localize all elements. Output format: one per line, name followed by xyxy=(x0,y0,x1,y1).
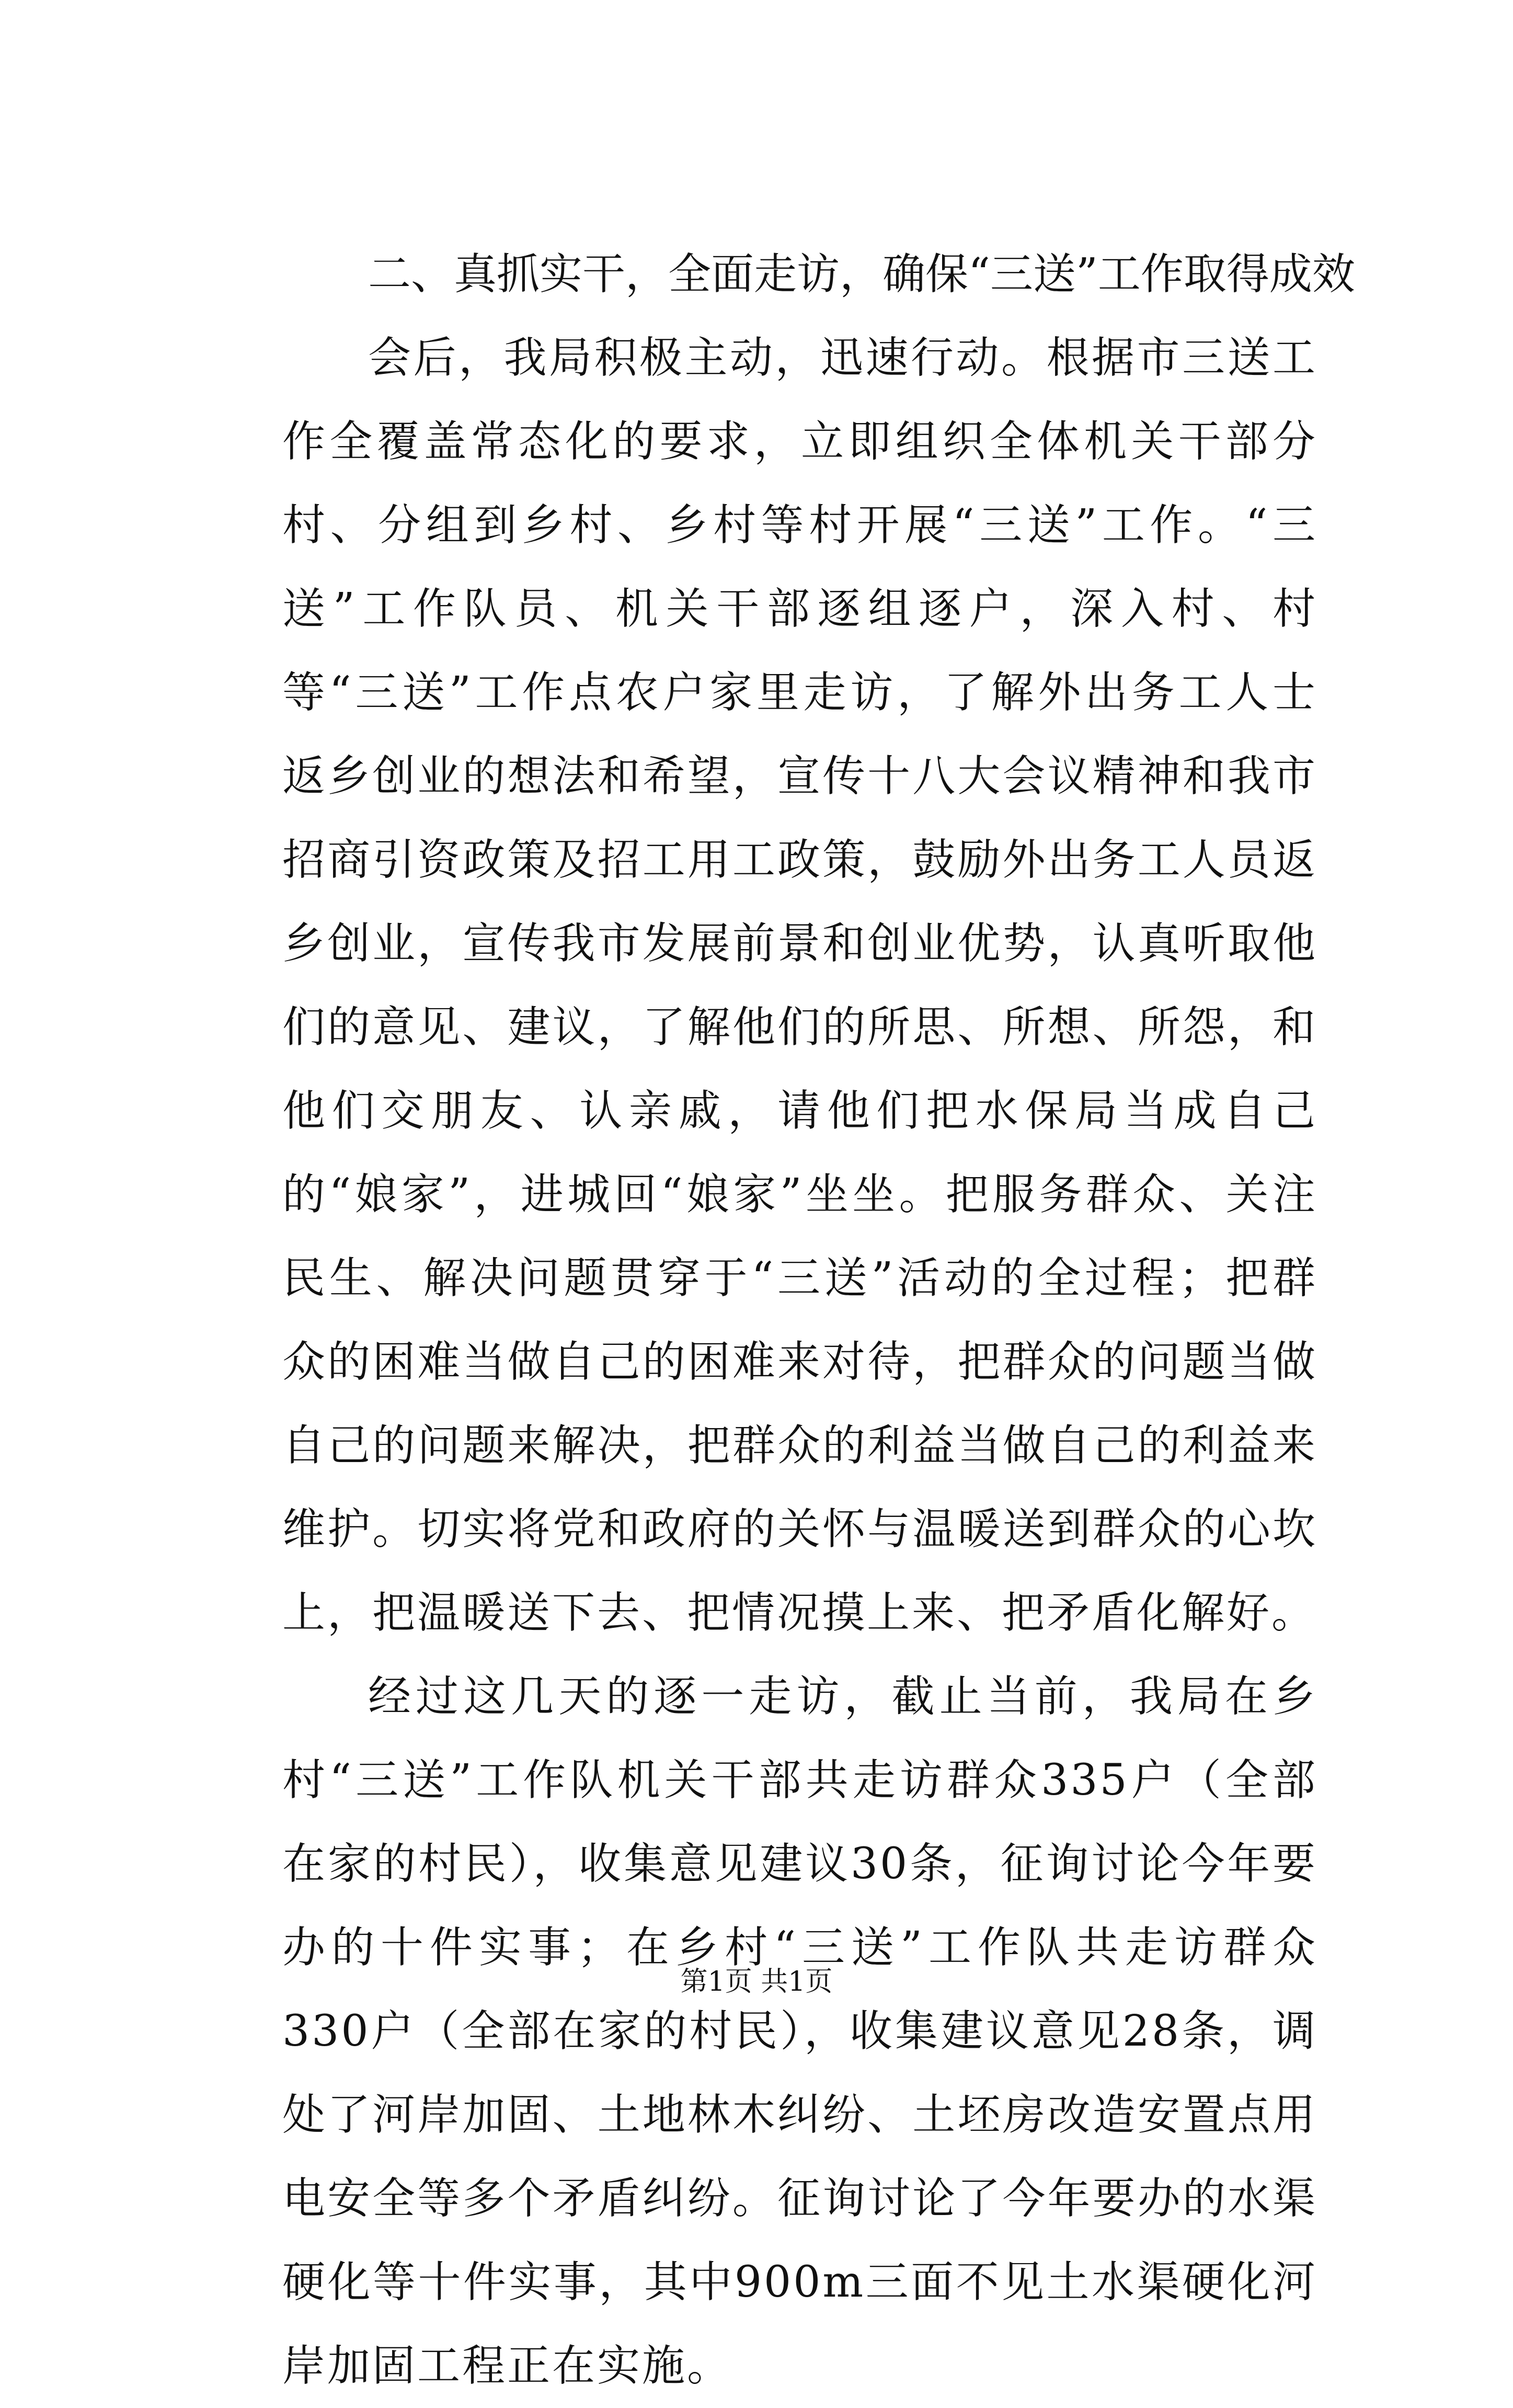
page-footer: 第1页 共1页 xyxy=(680,1966,833,1998)
paragraph-2: 经过这几天的逐一走访，截止当前，我局在乡村“三送”工作队机关干部共走访群众335户（全部在家的村民），收集意见建议30条，征询讨论今年要办的十件实事；在乡村“三送”工作队共走访群众330户（全部在家的村民），收集建议意见28条，调处了河岸加固、土地林木纠纷、土坯房改造安置点用电安全等多个矛盾纠纷。征询讨论了今年要办的水渠硬化等十件实事，其中900m三面不见土水渠硬化河岸加固工程正在实施。 xyxy=(282,1672,1317,2391)
section-heading: 二、真抓实干，全面走访，确保“三送”工作取得成效 xyxy=(368,249,1355,299)
paragraph-1: 会后，我局积极主动，迅速行动。根据市三送工作全覆盖常态化的要求，立即组织全体机关干部分村、分组到乡村、乡村等村开展“三送”工作。“三送”工作队员、机关干部逐组逐户，深入村、村等“三送”工作点农户家里走访，了解外出务工人士返乡创业的想法和希望，宣传十八大会议精神和我市招商引资政策及招工用工政策，鼓励外出务工人员返乡创业，宣传我市发展前景和创业优势，认真听取他们的意见、建议，了解他们的所思、所想、所怨，和他们交朋友、认亲戚，请他们把水保局当成自己的“娘家”，进城回“娘家”坐坐。把服务群众、关注民生、解决问题贯穿于“三送”活动的全过程；把群众的困难当做自己的困难来对待，把群众的问题当做自己的问题来解决，把群众的利益当做自己的利益来维护。切实将党和政府的关怀与温暖送到群众的心坎上，把温暖送下去、把情况摸上来、把矛盾化解好。 xyxy=(282,333,1317,1638)
document-body xyxy=(282,233,1355,2408)
